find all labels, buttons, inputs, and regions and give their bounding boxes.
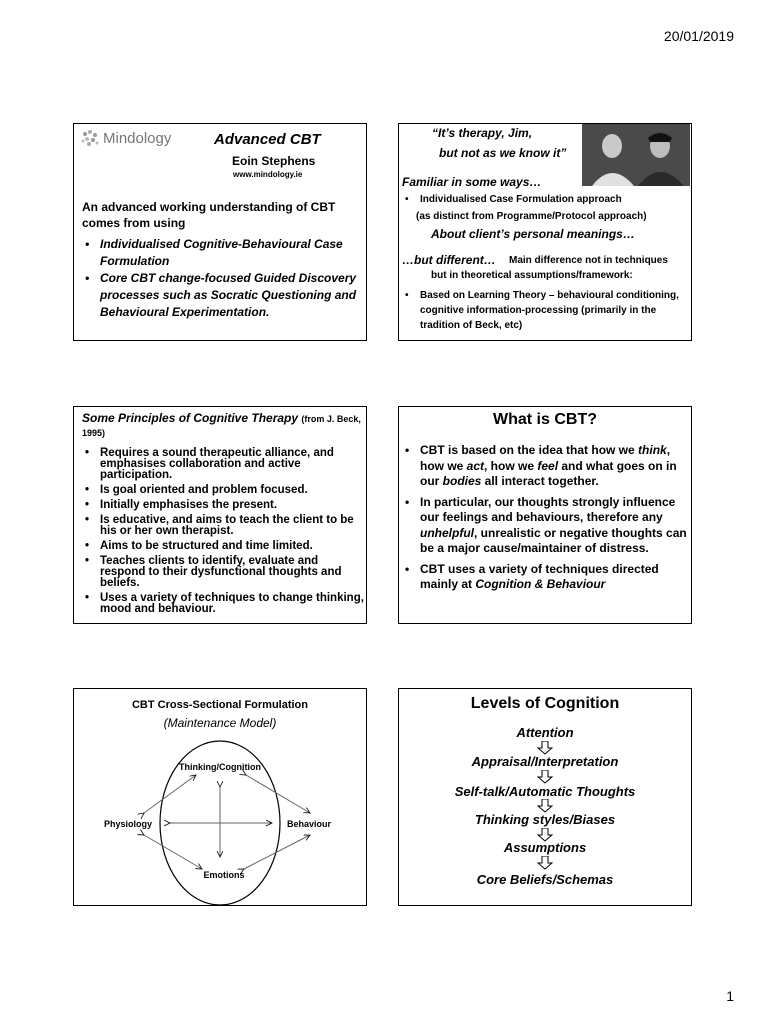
text-run: In particular, our thoughts strongly influence our feelings and behaviours, therefore any — [420, 494, 676, 524]
level-thinking-styles: Thinking styles/Biases — [474, 812, 616, 827]
emphasis-bodies: bodies — [442, 474, 482, 488]
different-heading: …but different… — [402, 253, 496, 267]
print-date: 20/01/2019 — [663, 28, 734, 44]
slide-cross-sectional — [73, 688, 367, 906]
list-item: • Is goal oriented and problem focused. — [82, 485, 364, 496]
list-item — [402, 562, 688, 593]
principles-list — [82, 448, 364, 619]
level-appraisal: Appraisal/Interpretation — [471, 754, 619, 769]
list-item: • Initially emphasises the present. — [82, 500, 364, 511]
slide-title: What is CBT? — [493, 411, 597, 428]
node-behaviour: Behaviour — [287, 819, 332, 829]
quote-line-1: “It’s therapy, Jim, — [432, 126, 533, 140]
intro-text: An advanced working understanding of CBT comes from using — [82, 200, 336, 230]
text-run: CBT uses a variety of techniques directed mainly at — [420, 561, 659, 591]
text-run: , how we — [420, 443, 671, 473]
emphasis-target: Cognition & Behaviour — [475, 577, 606, 591]
list-item: • Aims to be structured and time limited. — [82, 541, 364, 552]
different-list — [402, 288, 688, 333]
author: Eoin Stephens — [232, 154, 316, 168]
level-core-beliefs: Core Beliefs/Schemas — [476, 872, 614, 887]
list-item: • Individualised Case Formulation approach — [402, 194, 690, 205]
node-thinking: Thinking/Cognition — [179, 762, 261, 772]
text-run: all interact together. — [481, 474, 599, 488]
slide-title: CBT Cross-Sectional Formulation — [131, 699, 309, 711]
different-note-2: but in theoretical assumptions/framework: — [431, 270, 633, 281]
list-item: • Is educative, and aims to teach the client to be his or her own therapist. — [82, 515, 364, 537]
title-text: Some Principles of Cognitive Therapy — [82, 411, 299, 425]
text-run: and what goes on in our — [420, 458, 677, 488]
star-trek-photo — [582, 124, 690, 186]
level-assumptions: Assumptions — [503, 840, 587, 855]
slide-advanced-cbt — [73, 123, 367, 341]
level-attention: Attention — [516, 725, 574, 740]
list-item — [402, 495, 688, 557]
cbt-list — [402, 443, 688, 598]
text-run: , how we — [484, 458, 538, 473]
node-emotions: Emotions — [203, 870, 245, 880]
page-number: 1 — [726, 988, 734, 1004]
title-source: (from J. Beck, 1995) — [82, 414, 361, 438]
list-item — [402, 443, 688, 490]
diagonal-arrow — [144, 835, 202, 869]
familiar-list — [402, 194, 690, 205]
list-item: • Core CBT change-focused Guided Discovery processes such as Socratic Questioning and Behavioural Experimentation. — [82, 270, 364, 321]
slide-title: Advanced CBT — [214, 131, 321, 148]
slide-title — [82, 411, 367, 439]
diagonal-arrow — [246, 775, 310, 813]
bullet-list — [82, 236, 364, 321]
down-arrow-icon — [537, 770, 553, 784]
formulation-diagram — [74, 689, 366, 905]
familiar-heading: Familiar in some ways… — [402, 175, 542, 189]
down-arrow-icon — [537, 856, 553, 870]
mindology-logo-icon — [80, 128, 100, 148]
photo-image — [582, 124, 690, 186]
diagonal-arrow — [244, 835, 310, 869]
list-item: • Requires a sound therapeutic alliance, and emphasises collaboration and active participation. — [82, 448, 364, 481]
level-self-talk: Self-talk/Automatic Thoughts — [454, 784, 636, 799]
website: www.mindology.ie — [233, 170, 303, 179]
mindology-logo — [80, 128, 171, 148]
emphasis-act: act — [466, 458, 485, 473]
slide-subtitle: (Maintenance Model) — [163, 716, 277, 730]
emphasis-think: think — [638, 443, 667, 457]
list-item: • Uses a variety of techniques to change thinking, mood and behaviour. — [82, 593, 364, 615]
text-run: , unrealistic or negative thoughts can be a major cause/maintainer of distress. — [420, 525, 687, 555]
slide-title: Levels of Cognition — [470, 695, 620, 712]
slide-what-is-cbt — [398, 406, 692, 624]
list-item: • Based on Learning Theory – behavioural conditioning, cognitive information-processing (primarily in the tradition of Beck, etc) — [402, 288, 688, 333]
emphasis-unhelpful: unhelpful — [420, 525, 474, 540]
list-item: • Individualised Cognitive-Behavioural Case Formulation — [82, 236, 364, 270]
emphasis-feel: feel — [537, 458, 559, 473]
familiar-note: (as distinct from Programme/Protocol approach) — [416, 211, 647, 222]
quote-line-2: but not as we know it” — [439, 146, 567, 160]
different-note: Main difference not in techniques — [509, 255, 668, 266]
familiar-emphasis: About client’s personal meanings… — [431, 227, 635, 241]
logo-text: Mindology — [103, 129, 172, 147]
down-arrow-icon — [537, 741, 553, 755]
down-arrow-icon — [537, 799, 553, 813]
list-item: • Teaches clients to identify, evaluate and respond to their dysfunctional thoughts and beliefs. — [82, 556, 364, 589]
text-run: CBT is based on the idea that how we — [420, 443, 639, 457]
diagonal-arrow — [144, 775, 196, 813]
slide-levels-of-cognition — [398, 688, 692, 906]
slide-therapy-jim — [398, 123, 692, 341]
node-physiology: Physiology — [104, 819, 153, 829]
slide-principles — [73, 406, 367, 624]
